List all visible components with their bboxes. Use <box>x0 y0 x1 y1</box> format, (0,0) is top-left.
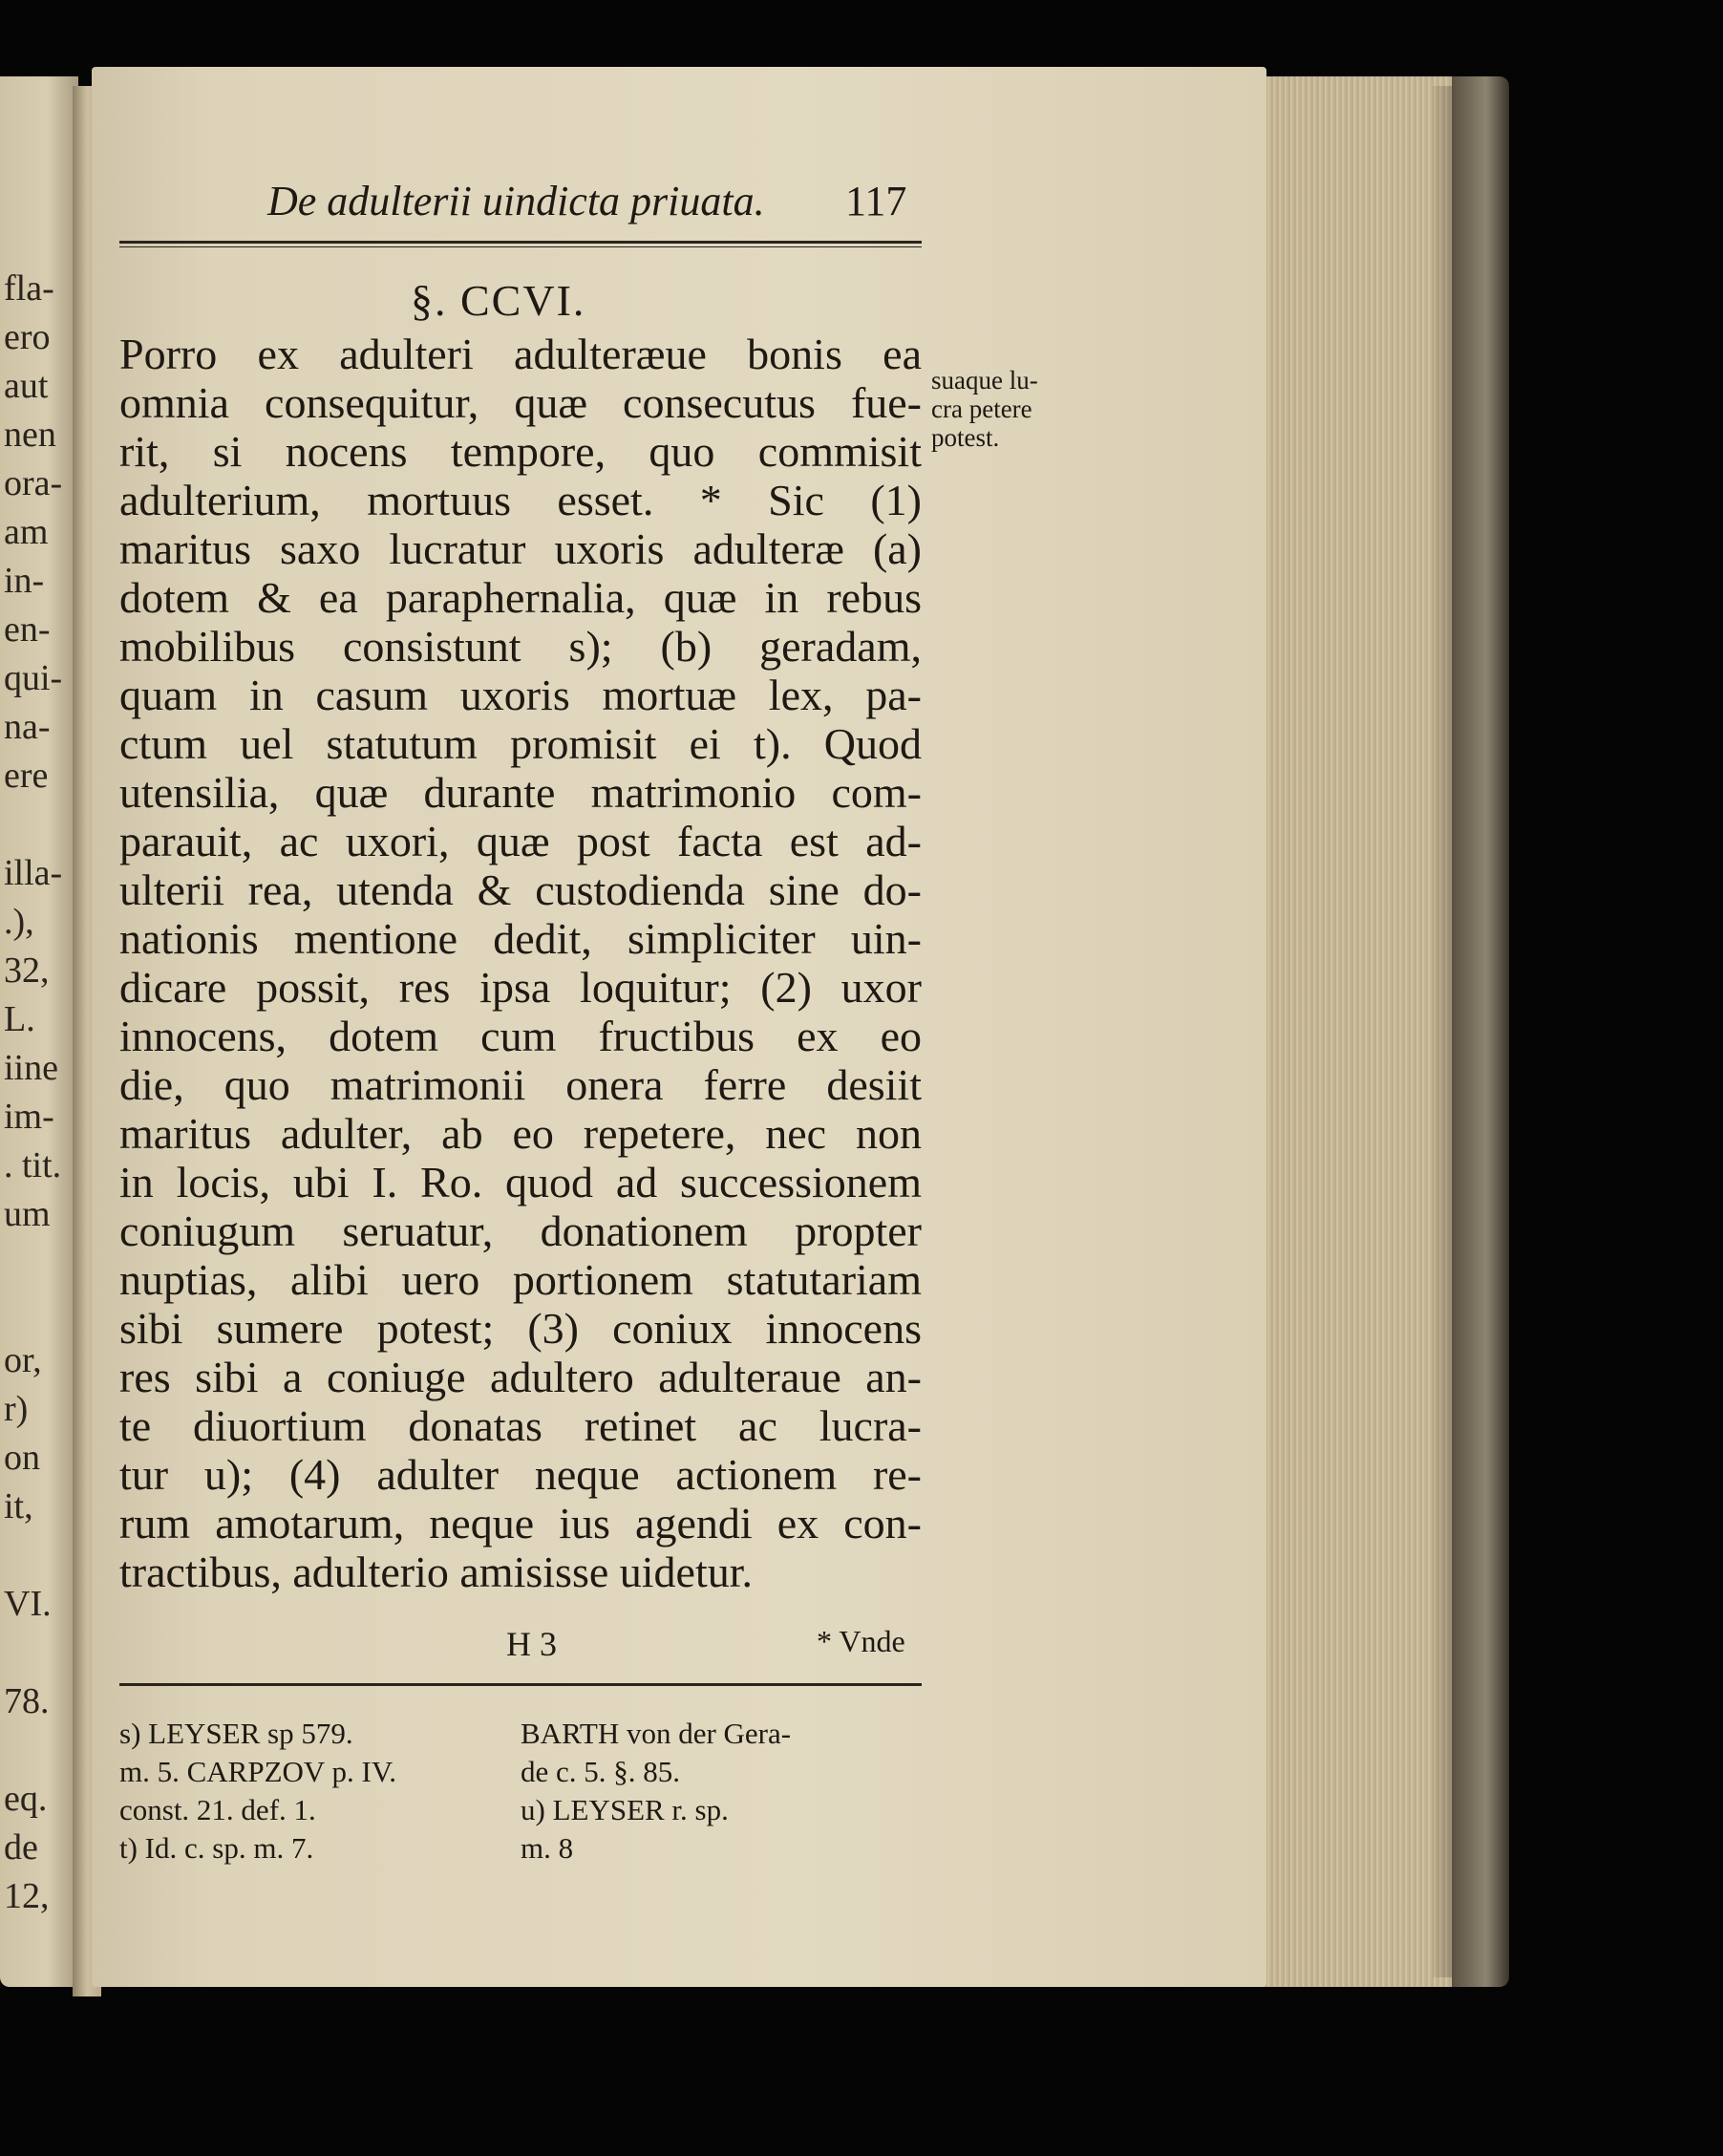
body-line: Porro ex adulteri adulteræue bonis ea <box>119 330 922 378</box>
left-page-fragment-text: nen <box>4 415 56 455</box>
body-line: adulterium, mortuus esset. * Sic (1) <box>119 476 922 524</box>
left-page-fragment-text: qui- <box>4 658 63 698</box>
header-rule <box>119 241 922 244</box>
left-page-fragment-text: on <box>4 1438 40 1478</box>
body-text <box>119 330 922 1596</box>
footnote-line <box>119 1829 941 1868</box>
footnote-rule <box>119 1683 922 1686</box>
body-line: res sibi a coniuge adultero adulteraue an- <box>119 1353 922 1401</box>
left-page-fragment-text: ora- <box>4 463 63 503</box>
footnote-right: u) LEYSER r. sp. <box>521 1793 729 1826</box>
footnote-left: m. 5. CARPZOV p. IV. <box>119 1755 396 1788</box>
margin-note-line: potest. <box>931 423 1000 452</box>
left-page-fragment-text: um <box>4 1194 51 1234</box>
signature-mark: H 3 <box>506 1625 557 1663</box>
left-page-fragment-text: 12, <box>4 1876 50 1916</box>
left-page-fragment-text: in- <box>4 561 45 601</box>
left-page-fragment-text: . tit. <box>4 1145 62 1185</box>
body-line: maritus adulter, ab eo repetere, nec non <box>119 1109 922 1158</box>
margin-note-line: cra petere <box>931 395 1032 423</box>
body-line: nuptias, alibi uero portionem statutariam <box>119 1255 922 1304</box>
footnote-line <box>119 1753 941 1791</box>
body-line: innocens, dotem cum fructibus ex eo <box>119 1012 922 1060</box>
left-page-fragment-text: 78. <box>4 1681 50 1721</box>
section-heading: §. CCVI. <box>411 276 586 325</box>
left-page-fragment-text: im- <box>4 1097 54 1137</box>
left-page-fragment-text: de <box>4 1827 38 1868</box>
left-page-fragment-text: it, <box>4 1486 33 1526</box>
left-page-fragment-text: na- <box>4 707 51 747</box>
body-line: ulterii rea, utenda & custodienda sine do- <box>119 865 922 914</box>
body-line: quam in casum uxoris mortuæ lex, pa- <box>119 671 922 719</box>
left-page-fragment-text: iine <box>4 1048 58 1088</box>
body-line: ctum uel statutum promisit ei t). Quod <box>119 719 922 768</box>
left-page-fragment-text: ero <box>4 317 51 357</box>
body-line: utensilia, quæ durante matrimonio com- <box>119 768 922 817</box>
body-line: rit, si nocens tempore, quo commisit <box>119 427 922 476</box>
footnote-left: t) Id. c. sp. m. 7. <box>119 1831 314 1865</box>
body-line: parauit, ac uxori, quæ post facta est ad- <box>119 817 922 865</box>
left-page-fragment-text: L. <box>4 999 35 1039</box>
left-page-fragment-text: .), <box>4 902 34 942</box>
book-cover-edge <box>1452 76 1509 1987</box>
footnote-right: m. 8 <box>521 1831 574 1865</box>
body-line: rum amotarum, neque ius agendi ex con- <box>119 1499 922 1548</box>
body-line: maritus saxo lucratur uxoris adulteræ (a) <box>119 524 922 573</box>
margin-note <box>931 366 1038 452</box>
body-line: in locis, ubi I. Ro. quod ad successionem <box>119 1158 922 1206</box>
header-rule-thin <box>119 246 922 247</box>
footnote-left: const. 21. def. 1. <box>119 1793 316 1826</box>
left-page-fragment-text: or, <box>4 1340 42 1380</box>
body-line: tractibus, adulterio amisisse uidetur. <box>119 1548 754 1596</box>
footnotes <box>119 1715 941 1868</box>
body-line: dicare possit, res ipsa loquitur; (2) uxor <box>119 963 922 1012</box>
footnote-right: BARTH von der Gera- <box>521 1717 792 1750</box>
footnote-right: de c. 5. §. 85. <box>521 1755 681 1788</box>
body-line: te diuortium donatas retinet ac lucra- <box>119 1401 922 1450</box>
left-page-fragment-text: VI. <box>4 1584 52 1624</box>
left-page-fragment-text: r) <box>4 1389 29 1429</box>
footnote-line <box>119 1715 941 1753</box>
left-page-fragment-text: en- <box>4 609 51 650</box>
running-title: De adulterii uindicta priuata. <box>267 178 765 224</box>
footnote-left: s) LEYSER sp 579. <box>119 1717 353 1750</box>
body-line: tur u); (4) adulter neque actionem re- <box>119 1450 922 1499</box>
body-line: dotem & ea paraphernalia, quæ in rebus <box>119 573 922 622</box>
left-page-fragment-text: aut <box>4 366 49 406</box>
page-number: 117 <box>845 178 907 224</box>
left-page-fragment-text: ere <box>4 756 49 796</box>
body-line: nationis mentione dedit, simpliciter uin- <box>119 914 922 963</box>
left-page-fragment <box>0 76 78 1987</box>
body-line: omnia consequitur, quæ consecutus fue- <box>119 378 922 427</box>
left-page-fragment-text: am <box>4 512 49 552</box>
left-page-fragment-text: illa- <box>4 853 63 893</box>
margin-note-line: suaque lu- <box>931 366 1038 395</box>
left-page-fragment-text: 32, <box>4 950 50 991</box>
body-line: coniugum seruatur, donationem propter <box>119 1206 922 1255</box>
body-line: mobilibus consistunt s); (b) geradam, <box>119 622 922 671</box>
footnote-line <box>119 1791 941 1829</box>
catchword: * Vnde <box>817 1624 905 1658</box>
left-page-fragment-text: eq. <box>4 1779 48 1819</box>
body-line: die, quo matrimonii onera ferre desiit <box>119 1060 922 1109</box>
body-line: sibi sumere potest; (3) coniux innocens <box>119 1304 922 1353</box>
left-page-fragment-text: fla- <box>4 268 54 309</box>
